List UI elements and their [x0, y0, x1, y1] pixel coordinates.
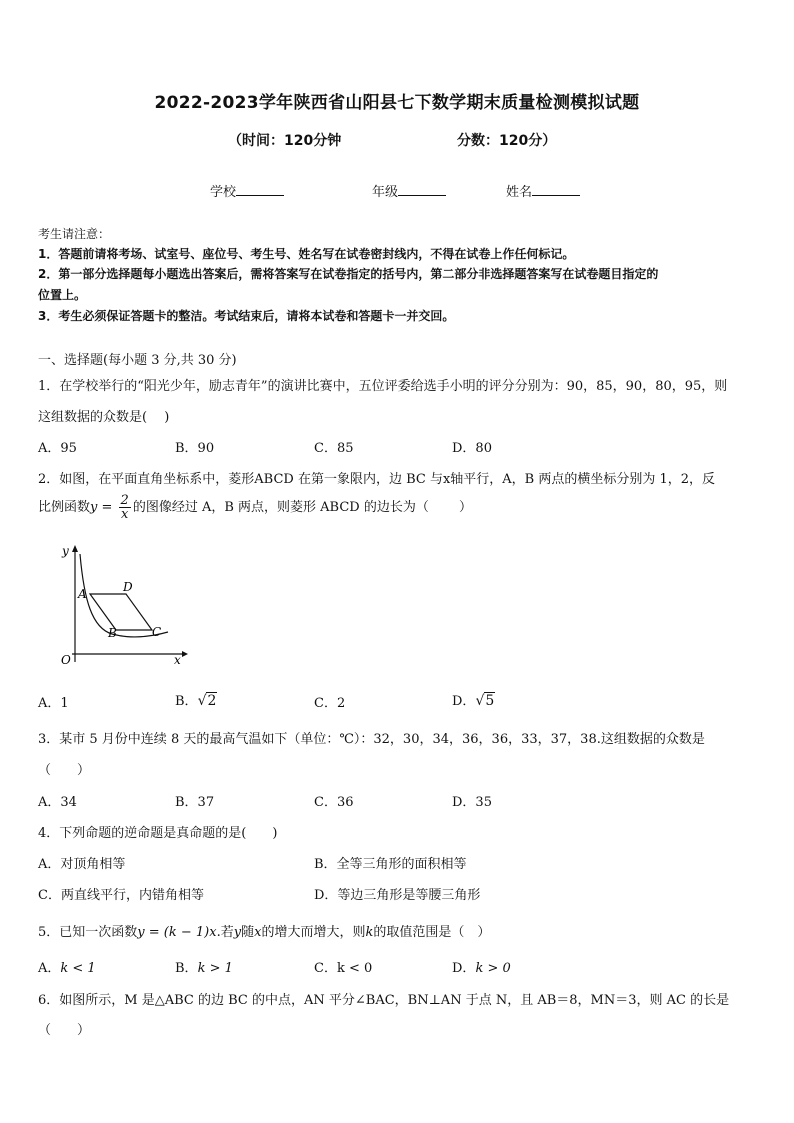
q2-fraction — [119, 494, 131, 521]
q2-option-c[interactable]: C．2 — [314, 696, 346, 711]
q1-option-d[interactable]: D．80 — [452, 441, 492, 456]
q5-option-a-math: k < 1 — [60, 961, 96, 976]
q3-line2: （ ） — [38, 763, 91, 778]
q5-option-c[interactable] — [314, 957, 372, 976]
page-title: 2022-2023学年陕西省山阳县七下数学期末质量检测模拟试题 — [154, 93, 640, 113]
grade-field — [372, 181, 446, 200]
q4-option-d[interactable]: D．等边三角形是等腰三角形 — [314, 888, 481, 903]
q2-frac-num: 2 — [120, 493, 129, 508]
q2-option-b[interactable] — [175, 690, 217, 709]
q2-option-d-radicand: 5 — [485, 693, 495, 709]
section-heading: 一、选择题(每小题 3 分,共 30 分) — [38, 353, 237, 368]
q5-option-c-math: k < 0 — [336, 961, 373, 976]
q5-k: k — [365, 925, 374, 940]
q4-option-b[interactable]: B．全等三角形的面积相等 — [314, 857, 467, 872]
q2-option-d[interactable] — [452, 690, 495, 709]
q3-option-c[interactable]: C．36 — [314, 795, 354, 810]
q5-mid3: 的增大而增大，则 — [261, 925, 366, 940]
y-axis-label: y — [62, 544, 69, 558]
q4-option-a[interactable]: A．对顶角相等 — [38, 857, 126, 872]
school-label: 学校 — [210, 185, 237, 200]
q5-option-a[interactable] — [38, 957, 96, 976]
q4-line1: 4．下列命题的逆命题是真命题的是( ) — [38, 826, 278, 841]
notice-item-3: 3．考生必须保证答题卡的整洁。考试结束后，请将本试卷和答题卡一并交回。 — [38, 309, 455, 323]
notice-heading: 考生请注意： — [38, 227, 111, 241]
name-blank[interactable] — [532, 183, 580, 196]
school-field — [210, 181, 284, 200]
q2-option-b-radicand: 2 — [207, 693, 217, 709]
q5-option-a-label: A． — [38, 961, 61, 976]
q5-option-c-label: C． — [314, 961, 337, 976]
q1-line1: 1．在学校举行的“阳光少年，励志青年”的演讲比赛中，五位评委给选手小明的评分分别为：90，85，90，80，95，则 — [38, 379, 728, 394]
q5-x: x — [254, 925, 262, 940]
q5-option-b-math: k > 1 — [197, 961, 233, 976]
name-label: 姓名 — [506, 185, 533, 200]
q5-option-d-math: k > 0 — [475, 961, 511, 976]
q2-frac-den: x — [121, 507, 129, 522]
q6-line1: 6．如图所示，M 是△ABC 的边 BC 的中点，AN 平分∠BAC，BN⊥AN 于点 N，且 AB＝8，MN＝3，则 AC 的长是 — [38, 993, 730, 1008]
rhombus-abcd — [90, 594, 152, 630]
q3-option-a[interactable]: A．34 — [38, 795, 77, 810]
q6-line2: （ ） — [38, 1023, 91, 1038]
q1-option-a[interactable]: A．95 — [38, 441, 77, 456]
q1-line2: 这组数据的众数是( ) — [38, 410, 170, 425]
q2-var-y: y — [90, 500, 98, 515]
q5-option-b-label: B． — [175, 961, 198, 976]
q2-option-a[interactable]: A．1 — [38, 696, 69, 711]
q2-line2-post: 的图像经过 A，B 两点，则菱形 ABCD 的边长为（ ） — [132, 500, 472, 515]
q5-option-b[interactable] — [175, 957, 233, 976]
q3-line1: 3．某市 5 月份中连续 8 天的最高气温如下（单位：℃）：32，30，34，36，36，33，37，38.这组数据的众数是 — [38, 732, 705, 747]
q3-option-b[interactable]: B．37 — [175, 795, 215, 810]
sqrt-icon: √5 — [475, 693, 495, 709]
q2-option-d-label: D． — [452, 694, 476, 709]
q1-option-c[interactable]: C．85 — [314, 441, 354, 456]
notice-item-2-cont: 位置上。 — [38, 288, 87, 302]
x-axis-arrow-icon — [182, 651, 188, 657]
notice-item-2: 2．第一部分选择题每小题选出答案后，需将答案写在试卷指定的括号内，第二部分非选择题答案写在试卷题目指定的 — [38, 267, 659, 281]
q5-option-d[interactable] — [452, 957, 511, 976]
q2-equals: = — [97, 500, 117, 515]
point-a-label: A — [78, 587, 87, 601]
q2-line2 — [38, 494, 472, 521]
q5-mid: .若 — [216, 925, 234, 940]
exam-score: 分数：120分） — [457, 133, 557, 149]
q4-option-c[interactable]: C．两直线平行，内错角相等 — [38, 888, 204, 903]
q1-option-b[interactable]: B．90 — [175, 441, 215, 456]
q5-post: 的取值范围是（ ） — [373, 925, 491, 940]
y-axis-arrow-icon — [72, 545, 78, 552]
q5-option-d-label: D． — [452, 961, 476, 976]
point-c-label: C — [152, 625, 162, 639]
origin-label: O — [61, 653, 71, 667]
school-blank[interactable] — [236, 183, 284, 196]
name-field — [506, 181, 580, 200]
q2-figure — [50, 542, 190, 667]
grade-blank[interactable] — [398, 183, 446, 196]
grade-label: 年级 — [372, 185, 399, 200]
notice-item-1: 1．答题前请将考场、试室号、座位号、考生号、姓名写在试卷密封线内，不得在试卷上作任何标记。 — [38, 247, 575, 261]
x-axis-label: x — [174, 653, 181, 667]
q3-option-d[interactable]: D．35 — [452, 795, 492, 810]
sqrt-icon: √2 — [197, 693, 217, 709]
q2-option-b-label: B． — [175, 694, 198, 709]
q5-mid2: 随 — [241, 925, 255, 940]
q5-func: y = (k − 1)x — [137, 925, 217, 940]
q5-line1 — [38, 921, 490, 940]
point-b-label: B — [108, 626, 117, 640]
exam-time: （时间：120分钟 — [228, 133, 342, 149]
q5-pre: 5．已知一次函数 — [38, 925, 138, 940]
q5-y: y — [233, 925, 242, 940]
point-d-label: D — [123, 580, 133, 594]
q2-line1: 2．如图，在平面直角坐标系中，菱形ABCD 在第一象限内，边 BC 与x轴平行，A，B 两点的横坐标分别为 1，2，反 — [38, 472, 716, 487]
q2-line2-pre: 比例函数 — [38, 500, 91, 515]
